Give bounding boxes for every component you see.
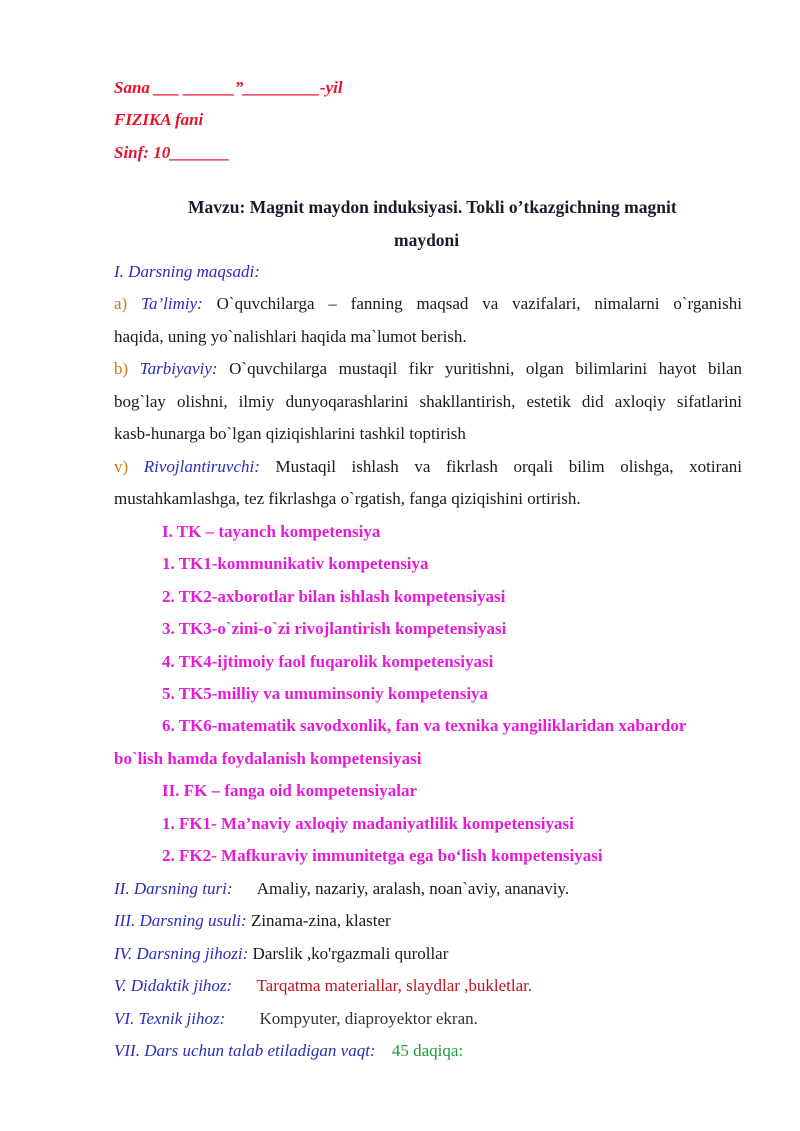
subject-line: FIZIKA fani xyxy=(114,110,204,129)
tk-item-2: 2. TK2-axborotlar bilan ishlash kompetensiyasi xyxy=(162,587,506,606)
tk-item-1: 1. TK1-kommunikativ kompetensiya xyxy=(162,554,429,573)
goal-b-marker: b) xyxy=(114,359,129,378)
tk-item-6: 6. TK6-matematik savodxonlik, fan va texnika yangiliklaridan xabardor xyxy=(162,716,687,735)
goal-b-paragraph xyxy=(114,357,742,381)
fk-heading: II. FK – fanga oid kompetensiyalar xyxy=(162,781,418,800)
goal-a-line-1 xyxy=(114,292,742,316)
topic-line-1: Mavzu: Magnit maydon induksiyasi. Tokli o’tkazgichning magnit xyxy=(188,197,677,217)
goal-b-line-1 xyxy=(114,357,742,381)
date-line: Sana ___ ______”_________-yil xyxy=(114,78,343,97)
goal-b-line-2 xyxy=(114,390,742,414)
lesson-didactic-row xyxy=(114,974,532,998)
tk-item-3: 3. TK3-o`zini-o`zi rivojlantirish kompetensiyasi xyxy=(162,619,507,638)
lesson-type-label: II. Darsning turi: xyxy=(114,879,233,898)
tk-item-5: 5. TK5-milliy va umuminsoniy kompetensiya xyxy=(162,684,489,703)
goal-a-label: Ta’limiy: xyxy=(141,294,203,313)
goal-b-text-1: O`quvchilarga mustaqil fikr yuritishni, olgan bilimlarini hayot bilan xyxy=(229,359,743,378)
goal-v-paragraph xyxy=(114,455,742,479)
lesson-didactic-value: Tarqatma materiallar, slaydlar ,bukletlar. xyxy=(256,976,533,995)
goal-b-text-2: bog`lay olishni, ilmiy dunyoqarashlarini shakllantirish, estetik did axloqiy sifatlarini xyxy=(114,392,742,411)
lesson-technical-row xyxy=(114,1007,478,1031)
lesson-equipment-row xyxy=(114,942,448,966)
lesson-technical-value: Kompyuter, diaproyektor ekran. xyxy=(259,1009,478,1028)
lesson-time-label: VII. Dars uchun talab etiladigan vaqt: xyxy=(114,1041,376,1060)
topic-line-2: maydoni xyxy=(394,230,460,250)
lesson-equipment-value: Darslik ,ko'rgazmali qurollar xyxy=(252,944,449,963)
goal-v-label: Rivojlantiruvchi: xyxy=(143,457,260,476)
goal-a-text-2: haqida, uning yo`nalishlari haqida ma`lumot berish. xyxy=(114,327,467,346)
tk-heading: I. TK – tayanch kompetensiya xyxy=(162,522,381,541)
fk-item-2: 2. FK2- Mafkuraviy immunitetga ega bo‘lish kompetensiyasi xyxy=(162,846,603,865)
lesson-type-value: Amaliy, nazariy, aralash, noan`aviy, ananaviy. xyxy=(256,879,570,898)
goal-v-line-1 xyxy=(114,455,742,479)
lesson-method-label: III. Darsning usuli: xyxy=(114,911,247,930)
lesson-didactic-label: V. Didaktik jihoz: xyxy=(114,976,233,995)
goal-v-marker: v) xyxy=(114,457,129,476)
goal-v-text-2: mustahkamlashga, tez fikrlashga o`rgatish, fanga qiziqishini ortirish. xyxy=(114,489,581,508)
goal-a-paragraph xyxy=(114,292,742,316)
grade-line: Sinf: 10_______ xyxy=(114,143,230,162)
lesson-method-value: Zinama-zina, klaster xyxy=(250,911,391,930)
goal-b-text-3: kasb-hunarga bo`lgan qiziqishlarini tashkil toptirish xyxy=(114,424,466,443)
goal-v-text-1: Mustaqil ishlash va fikrlash orqali bilim olishga, xotirani xyxy=(275,457,743,476)
tk-item-4: 4. TK4-ijtimoiy faol fuqarolik kompetensiyasi xyxy=(162,652,494,671)
lesson-time-row xyxy=(114,1039,463,1063)
lesson-method-row xyxy=(114,909,391,933)
fk-item-1: 1. FK1- Ma’naviy axloqiy madaniyatlilik kompetensiyasi xyxy=(162,814,574,833)
lesson-type-row xyxy=(114,877,569,901)
lesson-equipment-label: IV. Darsning jihozi: xyxy=(114,944,249,963)
tk-item-6-continued: bo`lish hamda foydalanish kompetensiyasi xyxy=(114,749,422,768)
goal-a-marker: a) xyxy=(114,294,128,313)
goals-heading: I. Darsning maqsadi: xyxy=(114,262,260,281)
lesson-time-value: 45 daqiqa: xyxy=(391,1041,464,1060)
goal-b-label: Tarbiyaviy: xyxy=(139,359,218,378)
goal-a-text-1: O`quvchilarga – fanning maqsad va vazifalari, nimalarni o`rganishi xyxy=(216,294,742,313)
lesson-technical-label: VI. Texnik jihoz: xyxy=(114,1009,226,1028)
